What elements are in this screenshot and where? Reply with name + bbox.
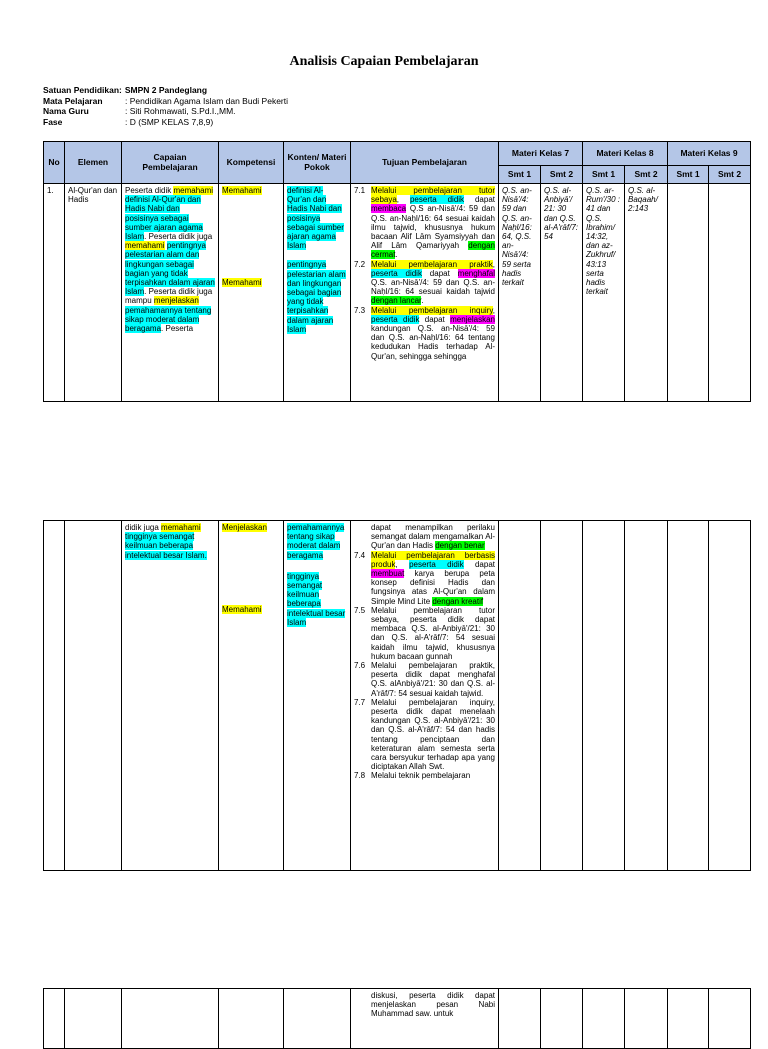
tujuan-item [354, 771, 495, 780]
header-capaian: Capaian Pembelajaran [122, 142, 219, 184]
meta-value-satuan: SMPN 2 Pandeglang [124, 85, 208, 95]
tujuan-text [371, 186, 495, 260]
tujuan-text-segment: dengan cermat [371, 241, 495, 260]
table-row [44, 989, 751, 1049]
tujuan-text-segment: , [395, 559, 410, 569]
tujuan-text-segment: Q.S. an-Nisā'/4: 59 dan Q.S. an-Naḥl/16: 64 sesuai kaidah tajwid [371, 278, 495, 297]
tujuan-number: 7.3 [354, 305, 366, 315]
header-konten: Konten/ Materi Pokok [284, 142, 351, 184]
row1-tujuan [351, 184, 499, 402]
tujuan-text [371, 661, 495, 698]
row3-k8-smt2 [625, 989, 668, 1049]
row3-no [44, 989, 65, 1049]
tujuan-text-segment: Melalui pembelajaran berbasis produk [371, 550, 495, 569]
header-kelas8: Materi Kelas 8 [583, 142, 668, 166]
header-k7-smt2: Smt 2 [541, 166, 583, 184]
meta-value-mapel: : Pendidikan Agama Islam dan Budi Pekerti [125, 95, 289, 106]
capaian-text-segment: . Peserta [161, 324, 194, 334]
row2-kompetensi-2: Memahami [222, 605, 262, 615]
row2-k7-smt1 [499, 521, 541, 871]
tujuan-number: 7.1 [354, 186, 366, 195]
row1-no: 1. [44, 184, 65, 402]
header-kompetensi: Kompetensi [219, 142, 284, 184]
tujuan-text-segment: . [421, 296, 424, 306]
tujuan-text-segment: , [492, 259, 495, 269]
capaian-text-segment: pentingnya pelestarian alam dan lingkungan sebagai bagian yang tidak terpisahkan dalam ajaran Islam [125, 241, 215, 297]
tujuan-item [354, 698, 495, 772]
row2-k9-smt2 [709, 521, 751, 871]
tujuan-text [371, 771, 495, 780]
row3-capaian [122, 989, 219, 1049]
tujuan-text [371, 606, 495, 661]
header-no: No [44, 142, 65, 184]
row3-k7-smt2 [541, 989, 583, 1049]
tujuan-text-segment: Q.S an-Nisā'/4: 59 dan Q.S. an-Naḥl/16: 64 sesuai kaidah ilmu tajwid, khususnya hukum bacaan Alif Lām Syamsiyyah dan Alif Lām Qamariyyah [371, 204, 495, 251]
tujuan-text [371, 306, 495, 361]
header-k8-smt2: Smt 2 [625, 166, 668, 184]
meta-label-satuan: Satuan Pendidikan: [43, 85, 122, 95]
header-k9-smt2: Smt 2 [709, 166, 751, 184]
row1-kompetensi [219, 184, 284, 402]
tujuan-text-segment: Melalui pembelajaran tutor sebaya [371, 186, 495, 205]
tujuan-number: 7.8 [354, 771, 366, 781]
capaian-text-segment: tingginya semangat keilmuan beberapa intelektual besar Islam. [125, 532, 207, 560]
row1-kompetensi-2: Memahami [222, 278, 262, 288]
tujuan-number: 7.6 [354, 661, 366, 671]
row2-k8-smt1 [583, 521, 625, 871]
tujuan-text-segment: , [396, 195, 410, 205]
tujuan-text-segment: kandungan Q.S. an-Nisā'/4: 59 dan Q.S. an-Naḥl/16: 64 tentang kedudukan Hadis terhadap Al-Qur'an, sehingga sehingga [371, 324, 495, 361]
tujuan-text-segment: dapat [421, 268, 458, 278]
row3-elemen [65, 989, 122, 1049]
table-row [44, 521, 751, 871]
tujuan-text [371, 698, 495, 772]
row1-k7-smt1: Q.S. an-Nisā'/4: 59 dan Q.S. an-Naḥl/16: 64, Q.S. an-Nisā'/4: 59 serta hadis terkait [499, 184, 541, 402]
row1-konten [284, 184, 351, 402]
analysis-table-continued-2 [43, 988, 751, 1049]
tujuan-text-segment: Melalui pembelajaran praktik, peserta didik dapat menghafal Q.S. alAnbiyā'/21: 30 dan Q.S. al-A'rāf/7: 54 sesuai kaidah tajwid. [371, 661, 495, 698]
tujuan-item [354, 551, 495, 606]
header-kelas9: Materi Kelas 9 [668, 142, 751, 166]
tujuan-number: 7.7 [354, 697, 366, 707]
row2-elemen [65, 521, 122, 871]
row2-tujuan-list [354, 551, 495, 781]
row2-konten-2: tingginya semangat keilmuan beberapa intelektual besar Islam [287, 571, 346, 627]
tujuan-text-segment: Melalui pembelajaran inquiry, peserta didik dapat menelaah kandungan Q.S. al-Anbiyā'/21: 30 dan Q.S. al-A'rāf/7: 54 dan hadis tentang penciptaan dan keteraturan alam semesta serta cara bersyukur terhadap apa yang diciptakan Allah Swt. [371, 697, 495, 772]
header-tujuan: Tujuan Pembelajaran [351, 142, 499, 184]
document-meta [43, 85, 288, 127]
row3-konten [284, 989, 351, 1049]
tujuan-item [354, 306, 495, 361]
row1-kompetensi-1: Memahami [222, 186, 262, 195]
tujuan-text-segment: dengan lancar [371, 296, 422, 306]
capaian-text-segment: memahami [125, 241, 165, 251]
row1-elemen: Al-Qur'an dan Hadis [65, 184, 122, 402]
analysis-table-continued [43, 520, 751, 871]
page-title: Analisis Capaian Pembelajaran [289, 54, 479, 69]
tujuan-text-segment: Melalui teknik pembelajaran [371, 771, 471, 781]
header-k7-smt1: Smt 1 [499, 166, 541, 184]
tujuan-text-segment: , [492, 305, 495, 315]
row2-kompetensi-1: Menjelaskan [222, 523, 267, 532]
tujuan-number: 7.5 [354, 605, 366, 615]
tujuan-text-segment: membaca [371, 204, 407, 214]
capaian-text-segment: memahami [173, 186, 214, 195]
table-row [44, 184, 751, 402]
row1-konten-2: pentingnya pelestarian alam dan lingkungan sebagai bagian yang tidak terpisahkan dalam ajaran Islam [287, 260, 346, 334]
capaian-text-segment: . Peserta didik juga mampu [125, 287, 213, 306]
tujuan-text-segment: karya berupa peta konsep definisi Hadis dan fungsinya atas Al-Qur'an dalam Simple Mind Lite [371, 569, 495, 606]
tujuan-text-segment: Melalui pembelajaran praktik [371, 259, 493, 269]
tujuan-number: 7.2 [354, 259, 366, 269]
capaian-text-segment: Peserta didik [125, 186, 174, 195]
tujuan-text [371, 551, 495, 606]
row2-konten [284, 521, 351, 871]
tujuan-item [354, 186, 495, 260]
capaian-text-segment: didik juga [125, 523, 162, 532]
capaian-text-segment: menjelaskan [153, 296, 199, 306]
header-k9-smt1: Smt 1 [668, 166, 709, 184]
row1-konten-1: definisi Al-Qur'an dan Hadis Nabi dan posisinya sebagai sumber ajaran agama Islam [287, 186, 344, 251]
tujuan-text [371, 260, 495, 306]
row1-k7-smt2: Q.S. al-Anbiyā'/ 21: 30 dan Q.S. al-A'rāf/7: 54 [541, 184, 583, 402]
row3-k7-smt1 [499, 989, 541, 1049]
row1-capaian [122, 184, 219, 402]
capaian-text-segment: definisi Al-Qur'an dan Hadis Nabi dan posisinya sebagai sumber ajaran agama Islam [125, 195, 203, 242]
row1-k9-smt2 [709, 184, 751, 402]
row1-k8-smt2: Q.S. al-Baqaah/ 2:143 [625, 184, 668, 402]
row2-tujuan-cont: dapat menampilkan perilaku semangat dalam mengamalkan Al-Qur'an dan Hadis [371, 523, 495, 551]
tujuan-text-segment: . [395, 250, 398, 260]
analysis-table [43, 141, 751, 402]
row2-capaian [122, 521, 219, 871]
row1-k9-smt1 [668, 184, 709, 402]
meta-label-fase: Fase [43, 116, 63, 127]
row2-k9-smt1 [668, 521, 709, 871]
row3-kompetensi [219, 989, 284, 1049]
tujuan-number: 7.4 [354, 550, 366, 560]
tujuan-item [354, 606, 495, 661]
row3-k8-smt1 [583, 989, 625, 1049]
row2-k8-smt2 [625, 521, 668, 871]
row3-k9-smt1 [668, 989, 709, 1049]
row3-tujuan-cont: diskusi, peserta didik dapat menjelaskan pesan Nabi Muhammad saw. untuk [371, 991, 495, 1019]
row2-tujuan-cont-hl: dengan benar [435, 541, 485, 551]
tujuan-text-segment: dengan kreatif [432, 596, 484, 606]
tujuan-text-segment: dapat [464, 195, 496, 205]
tujuan-item [354, 260, 495, 306]
row2-kompetensi [219, 521, 284, 871]
meta-label-mapel: Mata Pelajaran [43, 95, 103, 106]
meta-value-fase: : D (SMP KELAS 7,8,9) [125, 116, 214, 127]
tujuan-text-segment: dapat [463, 559, 495, 569]
row1-k8-smt1: Q.S. ar-Rum'/30 : 41 dan Q.S. Ibrahim/ 14:32, dan az-Zukhruf/ 43:13 serta hadis terkait [583, 184, 625, 402]
tujuan-text-segment: peserta didik [371, 314, 420, 324]
tujuan-item [354, 661, 495, 698]
tujuan-text-segment: peserta didik [371, 268, 422, 278]
capaian-text-segment: . Peserta didik juga [144, 232, 213, 242]
header-elemen: Elemen [65, 142, 122, 184]
header-k8-smt1: Smt 1 [583, 166, 625, 184]
tujuan-text-segment: dapat [419, 314, 451, 324]
row2-k7-smt2 [541, 521, 583, 871]
tujuan-text-segment: membuat [371, 569, 405, 579]
capaian-text-segment: pemahamannya tentang sikap moderat dalam beragama [125, 305, 212, 334]
meta-label-guru: Nama Guru [43, 106, 89, 116]
tujuan-text-segment: menghafal [457, 268, 496, 278]
row3-k9-smt2 [709, 989, 751, 1049]
tujuan-text-segment: Melalui pembelajaran tutor sebaya, peserta didik dapat membaca Q.S. al-Anbiyā'/21: 30 dan Q.S. al-A'rāf/7: 54 sesuai kaidah ilmu tajwid, khususnya hukum bacaan gunnah [371, 605, 495, 661]
capaian-text-segment: memahami [161, 523, 201, 532]
tujuan-text-segment: peserta didik [409, 195, 465, 205]
tujuan-text-segment: peserta didik [409, 559, 464, 569]
header-kelas7: Materi Kelas 7 [499, 142, 583, 166]
tujuan-text-segment: menjelaskan [450, 314, 496, 324]
row2-konten-1: pemahamannya tentang sikap moderat dalam beragama [287, 523, 345, 560]
row2-no [44, 521, 65, 871]
meta-value-guru: : Siti Rohmawati, S.Pd.I.,MM. [125, 106, 236, 116]
row3-tujuan [351, 989, 499, 1049]
tujuan-text-segment: Melalui pembelajaran inquiry [371, 305, 493, 315]
row2-tujuan [351, 521, 499, 871]
